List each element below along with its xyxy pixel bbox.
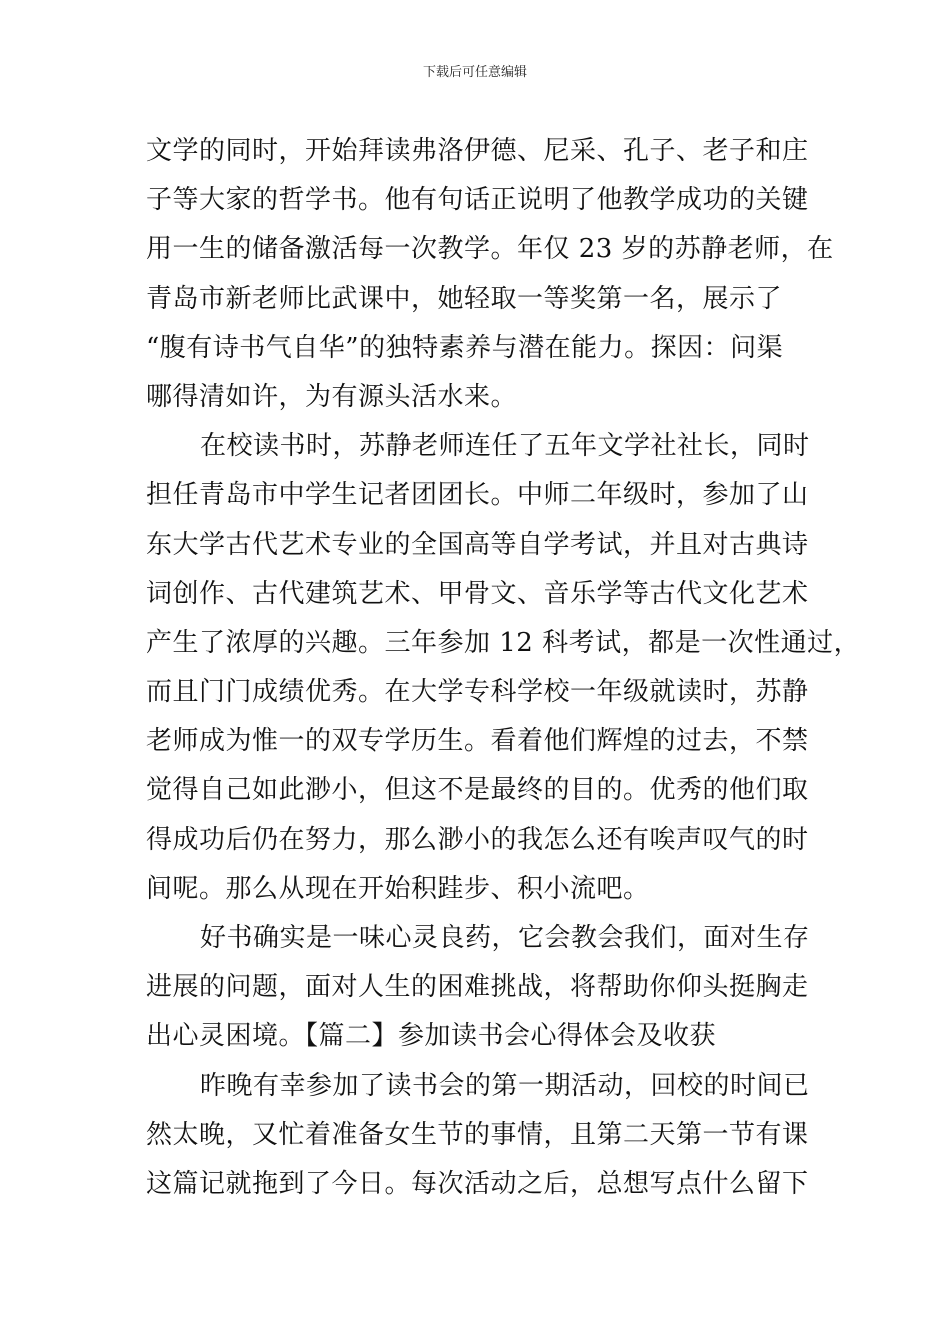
text-line: 间呢。那么从现在开始积跬步、积小流吧。 bbox=[146, 873, 650, 904]
text-line: 东大学古代艺术专业的全国高等自学考试，并且对古典诗 bbox=[146, 529, 809, 560]
text-line: 这篇记就拖到了今日。每次活动之后，总想写点什么留下 bbox=[146, 1168, 809, 1199]
text-line: 然太晚，又忙着准备女生节的事情，且第二天第一节有课 bbox=[146, 1119, 809, 1150]
paragraph-first-line: 昨晚有幸参加了读书会的第一期活动，回校的时间已 bbox=[200, 1070, 810, 1101]
text-line: 老师成为惟一的双专学历生。看着他们辉煌的过去，不禁 bbox=[146, 726, 809, 757]
text-line: 用一生的储备激活每一次教学。年仅 23 岁的苏静老师，在 bbox=[146, 234, 834, 265]
text-line: 哪得清如许，为有源头活水来。 bbox=[146, 381, 518, 412]
text-line: 产生了浓厚的兴趣。三年参加 12 科考试，都是一次性通过， bbox=[146, 627, 861, 658]
paragraph-first-line: 好书确实是一味心灵良药，它会教会我们，面对生存 bbox=[200, 923, 810, 953]
paragraph-first-line: 在校读书时，苏静老师连任了五年文学社社长，同时 bbox=[200, 431, 810, 462]
text-line: 出心灵困境。【篇二】参加读书会心得体会及收获 bbox=[146, 1021, 717, 1052]
text-line: 担任青岛市中学生记者团团长。中师二年级时，参加了山 bbox=[146, 480, 809, 511]
text-line: “腹有诗书气自华”的独特素养与潜在能力。探因：问渠 bbox=[146, 332, 784, 363]
body-text bbox=[146, 127, 861, 1209]
text-line: 词创作、古代建筑艺术、甲骨文、音乐学等古代文化艺术 bbox=[146, 578, 809, 609]
text-line: 子等大家的哲学书。他有句话正说明了他教学成功的关键 bbox=[146, 185, 809, 216]
text-line: 而且门门成绩优秀。在大学专科学校一年级就读时，苏静 bbox=[146, 677, 809, 708]
text-line: 得成功后仍在努力，那么渺小的我怎么还有唉声叹气的时 bbox=[146, 824, 809, 855]
text-line: 青岛市新老师比武课中，她轻取一等奖第一名，展示了 bbox=[146, 283, 783, 314]
text-line: 进展的问题，面对人生的困难挑战，将帮助你仰头挺胸走 bbox=[146, 972, 809, 1003]
page-header: 下载后可任意编辑 bbox=[422, 65, 527, 80]
text-line: 文学的同时，开始拜读弗洛伊德、尼采、孔子、老子和庄 bbox=[146, 136, 809, 166]
text-line: 觉得自己如此渺小，但这不是最终的目的。优秀的他们取 bbox=[146, 775, 809, 806]
